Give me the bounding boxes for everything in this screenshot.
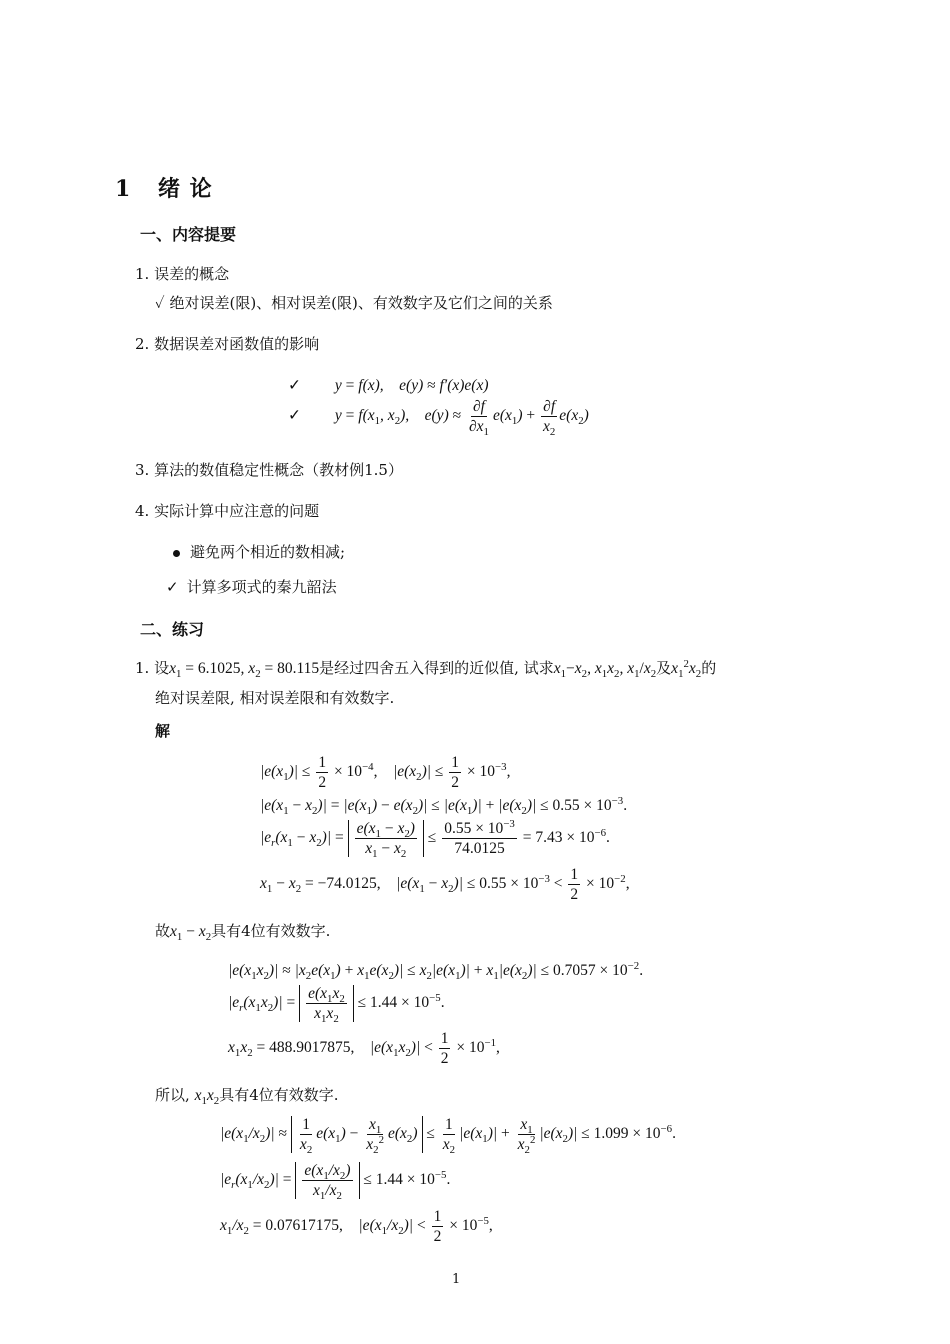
section-heading-exercise: 二、练习 (140, 620, 205, 639)
eq-quot-value: $x_1/x_2 = 0.07617175$, $|e(x_1/x_2)|$ < $\frac{1}{2}$ × $10^{-5}$, (220, 1208, 493, 1246)
check-icon: ✓ (288, 377, 301, 394)
list-text: 误差的概念 (154, 265, 230, 283)
check-icon: ✓ (166, 578, 179, 596)
eq-diff-abs: $|e(x_1 - x_2)| = |e(x_1) - e(x_2)| \le |e(x_1)| + |e(x_2)| \le 0.55 \times 10^{-3}$. (260, 794, 628, 818)
eq-prod-value: $x_1x_2 = 488.9017875$, $|e(x_1x_2)|$ < $\frac{1}{2}$ × $10^{-1}$, (228, 1030, 500, 1068)
check-icon: ✓ (155, 294, 165, 312)
list-item-2 (135, 333, 319, 354)
chapter-number: 1 (115, 176, 132, 202)
eq-diff-rel: $|e_r(x_1 - x_2)|$ = $\frac{e(x_1 - x_2)}{x_1 - x_2}$ ≤ $\frac{0.55 \times 10^{-3}}{74.0125}$ = $7.43 \times 10^{-6}$. (260, 817, 610, 861)
exercise-statement-line2: 绝对误差限, 相对误差限和有效数字. (155, 689, 395, 707)
conclusion-prod: 所以, $x_1x_2$具有4位有效数字. (155, 1086, 339, 1108)
chapter-title: 绪 论 (157, 176, 213, 202)
formula-single-var: ✓ y = f(x), e(y) ≈ f′(x)e(x) (288, 377, 489, 394)
check-icon: ✓ (288, 407, 301, 425)
eq-prod-rel: $|e_r(x_1x_2)|$ = $\frac{e(x_1x_2}{x_1x_2}$ ≤ $1.44 \times 10^{-5}$. (228, 985, 445, 1026)
section-heading-summary: 一、内容提要 (140, 225, 237, 244)
formula-two-var: ✓ $y = f(x_1$, $x_2$), e(y) ≈ $\frac{\partial f}{\partial x_1}$ $e(x_1)$ + $\frac{\partial f}{x_2}$ $e(x_2)$ (288, 398, 589, 439)
list-item-1 (135, 263, 229, 284)
chapter-heading (115, 172, 213, 203)
list-text: 实际计算中应注意的问题 (154, 502, 320, 520)
eq-quot-abs: $|e(x_1/x_2)|$ ≈ $\frac{1}{x_2}$ $e(x_1)$ − $\frac{x_1}{x_2^2}$ $e(x_2)$ ≤ $\frac{1}{x_2}$ $|e(x_1)|$ + $\frac{x_1}{x_2^2}$ $|e(x_2)| \le 1.099 \times 10^{-6}$. (220, 1116, 676, 1157)
bullet-item: 避免两个相近的数相减; (173, 541, 345, 562)
list-number: 4. (135, 502, 150, 520)
list-number: 3. (135, 461, 150, 479)
list-number: 2. (135, 335, 150, 353)
sub-item-check (155, 292, 553, 313)
list-text: 数据误差对函数值的影响 (154, 335, 320, 353)
check-item: ✓ 计算多项式的秦九韶法 (166, 578, 337, 596)
page-number: 1 (452, 1272, 461, 1287)
list-text: 算法的数值稳定性概念（教材例1.5） (154, 461, 403, 479)
exercise-statement-line1: 1. 设$x_1 = 6.1025$, $x_2 = 80.115$是经过四舍五入得到的近似值, 试求$x_1-x_2$, $x_1x_2$, $x_1/x_2$及$x_1^2x_2$的 (135, 657, 717, 681)
solution-label: 解 (155, 722, 171, 740)
list-item-4 (135, 500, 319, 521)
eq-prod-abs: $|e(x_1x_2)| \approx |x_2e(x_1) + x_1e(x_2)| \le x_2|e(x_1)| + x_1|e(x_2)| \le 0.7057 \times 10^{-2}$. (228, 959, 644, 983)
conclusion-diff: 故$x_1 - x_2$具有4位有效数字. (155, 922, 331, 944)
list-number: 1. (135, 265, 150, 283)
eq-diff-value: $x_1 - x_2 = -74.0125$, $|e(x_1 - x_2)| \le 0.55 \times 10^{-3}$ < $\frac{1}{2}$ × $10^{-2}$, (260, 866, 630, 904)
sub-item-text: 绝对误差(限)、相对误差(限)、有效数字及它们之间的关系 (169, 294, 553, 312)
list-item-3 (135, 459, 403, 480)
eq-error-bounds: $|e(x_1)|$ ≤ $\frac{1}{2}$ × $10^{-4}$, $|e(x_2)|$ ≤ $\frac{1}{2}$ × $10^{-3}$, (260, 754, 511, 792)
eq-quot-rel: $|e_r(x_1/x_2)|$ = $\frac{e(x_1/x_2)}{x_1/x_2}$ ≤ $1.44 \times 10^{-5}$. (220, 1162, 451, 1203)
bullet-icon (173, 550, 180, 557)
